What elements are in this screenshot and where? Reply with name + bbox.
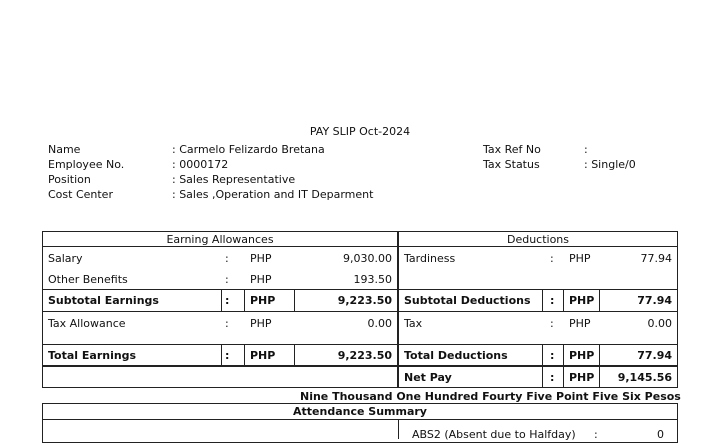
colon: : [225,273,229,286]
subtotal-divider-top [42,289,678,290]
currency: PHP [250,252,272,265]
earnings-header: Earning Allowances [166,233,274,246]
attendance-col-divider [398,419,399,439]
total-earnings-label: Total Earnings [48,349,137,362]
colon: : [550,371,555,384]
net-pay-label: Net Pay [404,371,452,384]
salary-label: Salary [48,252,83,265]
attendance-row-label: ABS2 (Absent due to Halfday) [412,428,576,441]
cost-center-value: : Sales ,Operation and IT Deparment [172,188,374,201]
attendance-header: Attendance Summary [293,405,427,418]
total-deductions-label: Total Deductions [404,349,508,362]
header-divider [42,246,678,247]
colon: : [225,349,230,362]
currency: PHP [569,349,595,362]
currency: PHP [250,349,276,362]
subtotal-earnings-value: 9,223.50 [337,294,392,307]
netpay-blank-cell [42,366,398,388]
colon: : [225,252,229,265]
subtotal-earnings-label: Subtotal Earnings [48,294,159,307]
colon: : [550,349,555,362]
tax-label: Tax [404,317,423,330]
tardiness-label: Tardiness [404,252,456,265]
total-earnings-value: 9,223.50 [337,349,392,362]
colon: : [550,294,555,307]
net-pay-value: 9,145.56 [617,371,672,384]
total-deductions-value: 77.94 [637,349,672,362]
payslip-title: PAY SLIP Oct-2024 [309,125,411,138]
currency: PHP [569,294,595,307]
colon: : [550,317,554,330]
attendance-header-divider [42,419,678,420]
col-divider [294,344,295,366]
col-divider [599,289,600,311]
tax-allowance-value: 0.00 [367,317,392,330]
tax-status-value: : Single/0 [584,158,636,171]
other-benefits-value: 193.50 [353,273,392,286]
attendance-row-value: 0 [657,428,664,441]
employee-no-label: Employee No. [48,158,125,171]
currency: PHP [250,273,272,286]
colon: : [225,317,229,330]
col-divider [221,344,222,366]
currency: PHP [569,371,595,384]
col-divider [221,289,222,311]
tax-allowance-label: Tax Allowance [48,317,126,330]
colon: : [225,294,230,307]
col-divider [542,289,543,311]
col-divider [244,289,245,311]
col-divider [244,344,245,366]
name-value: : Carmelo Felizardo Bretana [172,143,325,156]
tax-status-label: Tax Status [483,158,540,171]
subtotal-deductions-value: 77.94 [637,294,672,307]
col-divider [563,289,564,311]
tax-value: 0.00 [647,317,672,330]
tardiness-value: 77.94 [640,252,672,265]
salary-value: 9,030.00 [343,252,392,265]
position-value: : Sales Representative [172,173,296,186]
tax-ref-label: Tax Ref No [483,143,541,156]
col-divider [294,289,295,311]
subtotal-divider-bottom [42,311,678,312]
position-label: Position [48,173,91,186]
cost-center-label: Cost Center [48,188,113,201]
currency: PHP [250,294,276,307]
currency: PHP [250,317,272,330]
currency: PHP [569,252,591,265]
amount-in-words: Nine Thousand One Hundred Fourty Five Point Five Six Pesos [300,390,681,403]
colon: : [594,428,598,441]
currency: PHP [569,317,591,330]
tax-ref-value: : [584,143,588,156]
other-benefits-label: Other Benefits [48,273,128,286]
name-label: Name [48,143,81,156]
colon: : [550,252,554,265]
deductions-header: Deductions [506,233,570,246]
total-divider-top [42,344,678,345]
employee-no-value: : 0000172 [172,158,229,171]
subtotal-deductions-label: Subtotal Deductions [404,294,531,307]
